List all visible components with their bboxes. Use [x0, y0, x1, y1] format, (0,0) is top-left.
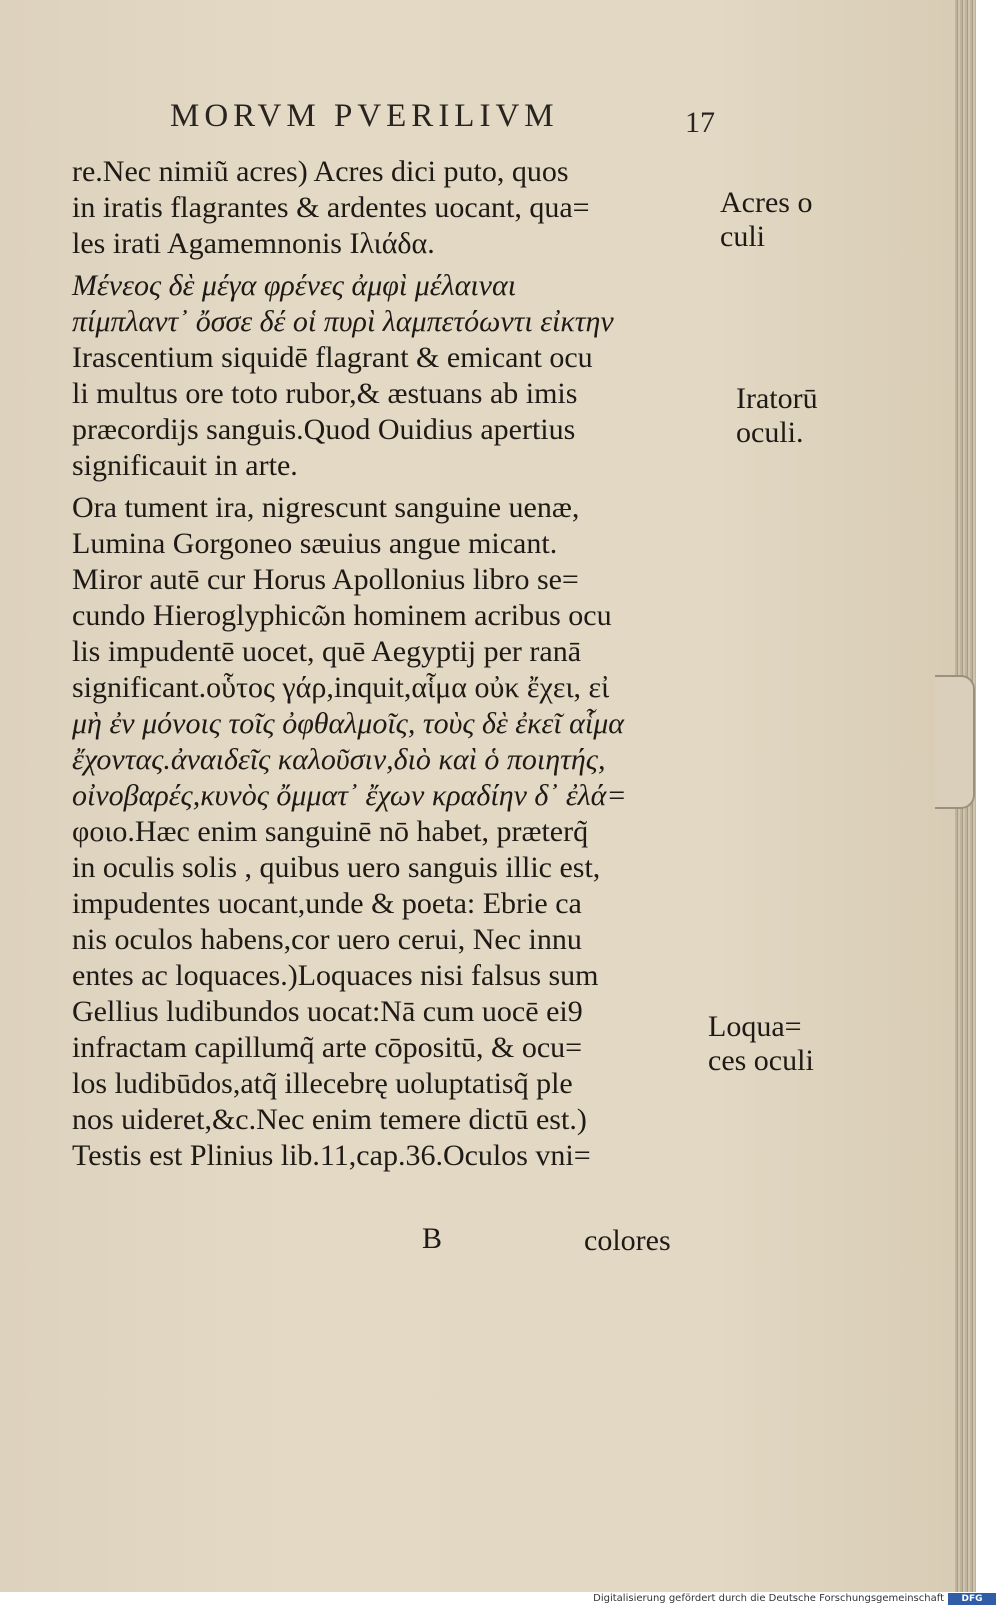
greek-quote-line: Μένεος δὲ μέγα φρένες ἀμφὶ μέλαιναι [72, 269, 517, 302]
text-line: impudentes uocant,unde & poeta: Ebrie ca [72, 887, 582, 920]
text-line: les irati Agamemnonis Ιλιάδα. [72, 227, 435, 260]
margin-note-line: ces oculi [708, 1044, 814, 1077]
text-line: φοιο.Hæc enim sanguinē nō habet, præterq̃ [72, 815, 589, 848]
page-tab-mark [935, 675, 975, 809]
margin-note-line: Loqua= [708, 1010, 802, 1043]
dfg-logo: DFG [948, 1593, 996, 1605]
margin-note-line: Acres o [720, 186, 813, 219]
margin-note-line: oculi. [736, 416, 804, 449]
greek-quote-line: οἰνοβαρές,κυνὸς ὄμματ᾿ ἔχων κραδίην δ᾿ ἐλά= [72, 779, 627, 812]
text-line: Miror autē cur Horus Apollonius libro se= [72, 563, 579, 596]
text-line: nis oculos habens,cor uero cerui, Nec innu [72, 923, 582, 956]
running-head: MORVM PVERILIVM [170, 98, 559, 134]
margin-note-iratoru [736, 382, 818, 450]
greek-quote-line: ἔχοντας.ἀναιδεῖς καλοῦσιν,διὸ καὶ ὁ ποιητής, [72, 743, 606, 776]
text-line: nos uideret,&c.Nec enim temere dictū est.) [72, 1103, 587, 1136]
margin-note-line: culi [720, 220, 765, 253]
signature-mark: B [422, 1222, 443, 1255]
text-line: Gellius ludibundos uocat:Nā cum uocē ei9 [72, 995, 583, 1028]
text-line: los ludibūdos,atq̃ illecebrę uoluptatisq̃ ple [72, 1067, 573, 1100]
text-line: significauit in arte. [72, 449, 298, 482]
text-line: significant.οὗτος γάρ,inquit,αἷμα οὐκ ἔχει, εἰ [72, 671, 610, 704]
text-line: entes ac loquaces.)Loquaces nisi falsus sum [72, 959, 599, 992]
text-line: li multus ore toto rubor,& æstuans ab imis [72, 377, 578, 410]
page-number: 17 [685, 106, 715, 139]
main-text-block [72, 154, 712, 1174]
margin-note-loquaces [708, 1010, 814, 1078]
text-line: in oculis solis , quibus uero sanguis illic est, [72, 851, 601, 884]
verse-line: Lumina Gorgoneo sæuius angue micant. [72, 527, 558, 560]
verse-line: Ora tument ira, nigrescunt sanguine uenæ, [72, 491, 580, 524]
digitization-note: Digitalisierung gefördert durch die Deutsche Forschungsgemeinschaft [593, 1593, 944, 1604]
catchword: colores [584, 1224, 671, 1257]
margin-note-line: Iratorū [736, 382, 818, 415]
text-line: Testis est Plinius lib.11,cap.36.Oculos vni= [72, 1139, 591, 1172]
text-line: Irascentium siquidē flagrant & emicant ocu [72, 341, 593, 374]
text-line: lis impudentē uocet, quē Aegyptij per ranā [72, 635, 582, 668]
greek-quote-line: μὴ ἐν μόνοις τοῖς ὀφθαλμοῖς, τοὺς δὲ ἐκεῖ αἷμα [72, 707, 625, 740]
page-footer [72, 1222, 712, 1258]
text-line: cundo Hieroglyphicῶn hominem acribus ocu [72, 599, 612, 632]
text-line: in iratis flagrantes & ardentes uocant, qua= [72, 191, 590, 224]
margin-note-acres [720, 186, 812, 254]
text-line: re.Nec nimiũ acres) Acres dici puto, quos [72, 155, 569, 188]
text-line: præcordijs sanguis.Quod Ouidius apertius [72, 413, 576, 446]
greek-quote-line: πίμπλαντ᾿ ὄσσε δέ οἱ πυρὶ λαμπετόωντι εἰκτην [72, 305, 614, 338]
text-line: infractam capillumq̃ arte cōpositū, & ocu= [72, 1031, 583, 1064]
